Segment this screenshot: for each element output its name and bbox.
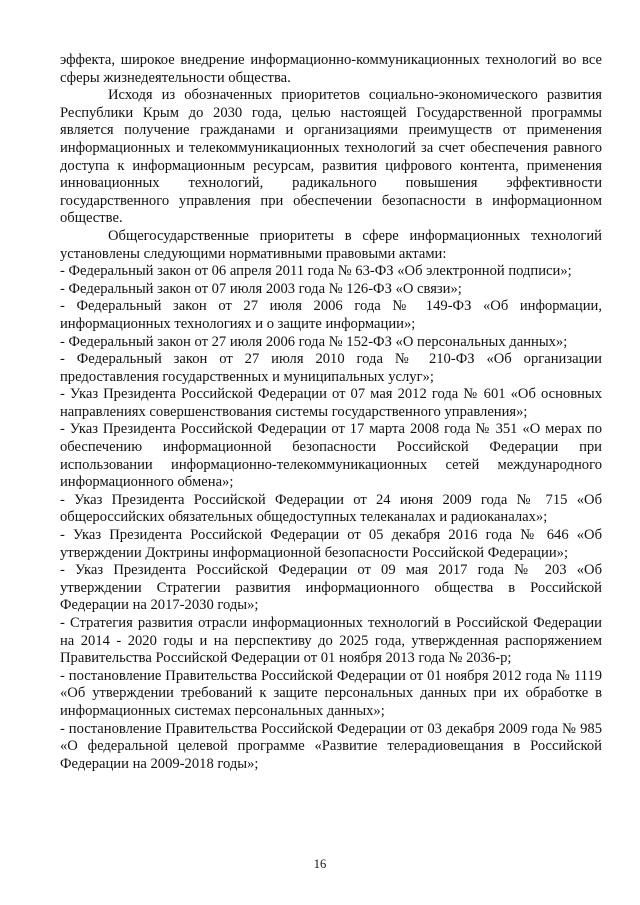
legal-act-item: - Указ Президента Российской Федерации от 07 мая 2012 года № 601 «Об основных направлениях совершенствования системы государственного управления»;	[60, 386, 602, 420]
legal-act-item: - Федеральный закон от 27 июля 2010 года № 210-ФЗ «Об организации предоставления государственных и муниципальных услуг»;	[60, 351, 602, 385]
legal-act-item: - Федеральный закон от 27 июля 2006 года № 152-ФЗ «О персональных данных»;	[60, 333, 568, 350]
intro-paragraph: эффекта, широкое внедрение информационно-коммуникационных технологий во все сферы жизнедеятельности общества.	[60, 52, 602, 86]
legal-act-item: - постановление Правительства Российской Федерации от 01 ноября 2012 года № 1119 «Об утверждении требований к защите персональных данных при их обработке в информационных системах персональных данных»;	[60, 667, 602, 719]
legal-act-item: - Федеральный закон от 27 июля 2006 года № 149-ФЗ «Об информации, информационных технологиях и о защите информации»;	[60, 298, 602, 332]
legal-act-item: - Указ Президента Российской Федерации от 24 июня 2009 года № 715 «Об общероссийских обязательных общедоступных телеканалах и радиоканалах»;	[60, 491, 602, 526]
legal-act-item: - Указ Президента Российской Федерации от 09 мая 2017 года № 203 «Об утверждении Стратегии развития информационного общества в Российской Федерации на 2017-2030 годы»;	[60, 562, 602, 614]
legal-act-item: - Указ Президента Российской Федерации от 17 марта 2008 года № 351 «О мерах по обеспечению информационной безопасности Российской Федерации при использовании информационно-телекоммуникационных сетей международного информационного обмена»;	[60, 421, 602, 491]
legal-act-item: - Федеральный закон от 07 июля 2003 года № 126-ФЗ «О связи»;	[60, 280, 462, 297]
document-body	[60, 52, 602, 773]
legal-act-item: - Стратегия развития отрасли информационных технологий в Российской Федерации на 2014 - 2020 годы и на перспективу до 2025 года, утвержденная распоряжением Правительства Российской Федерации от 01 ноября 2013 года № 2036-р;	[60, 615, 602, 667]
legal-act-item: - Федеральный закон от 06 апреля 2011 года № 63-ФЗ «Об электронной подписи»;	[60, 263, 572, 280]
priorities-paragraph: Исходя из обозначенных приоритетов социально-экономического развития Республики Крым до 2030 года, целью настоящей Государственной программы является получение гражданами и организациями преимуществ от применения информационных и телекоммуникационных технологий за счет обеспечения равного доступа к информационным ресурсам, развития цифрового контента, применения инновационных технологий, радикального повышения эффективности государственного управления при обеспечении безопасности в информационном обществе.	[60, 87, 602, 227]
acts-lead-paragraph: Общегосударственные приоритеты в сфере информационных технологий установлены следующими нормативными правовыми актами:	[60, 227, 602, 262]
legal-act-item: - постановление Правительства Российской Федерации от 03 декабря 2009 года № 985 «О федеральной целевой программе «Развитие телерадиовещания в Российской Федерации на 2009-2018 годы»;	[60, 720, 602, 772]
legal-acts-list	[60, 263, 602, 773]
page-number: 16	[313, 857, 327, 871]
legal-act-item: - Указ Президента Российской Федерации от 05 декабря 2016 года № 646 «Об утверждении Доктрины информационной безопасности Российской Федерации»;	[60, 527, 602, 561]
